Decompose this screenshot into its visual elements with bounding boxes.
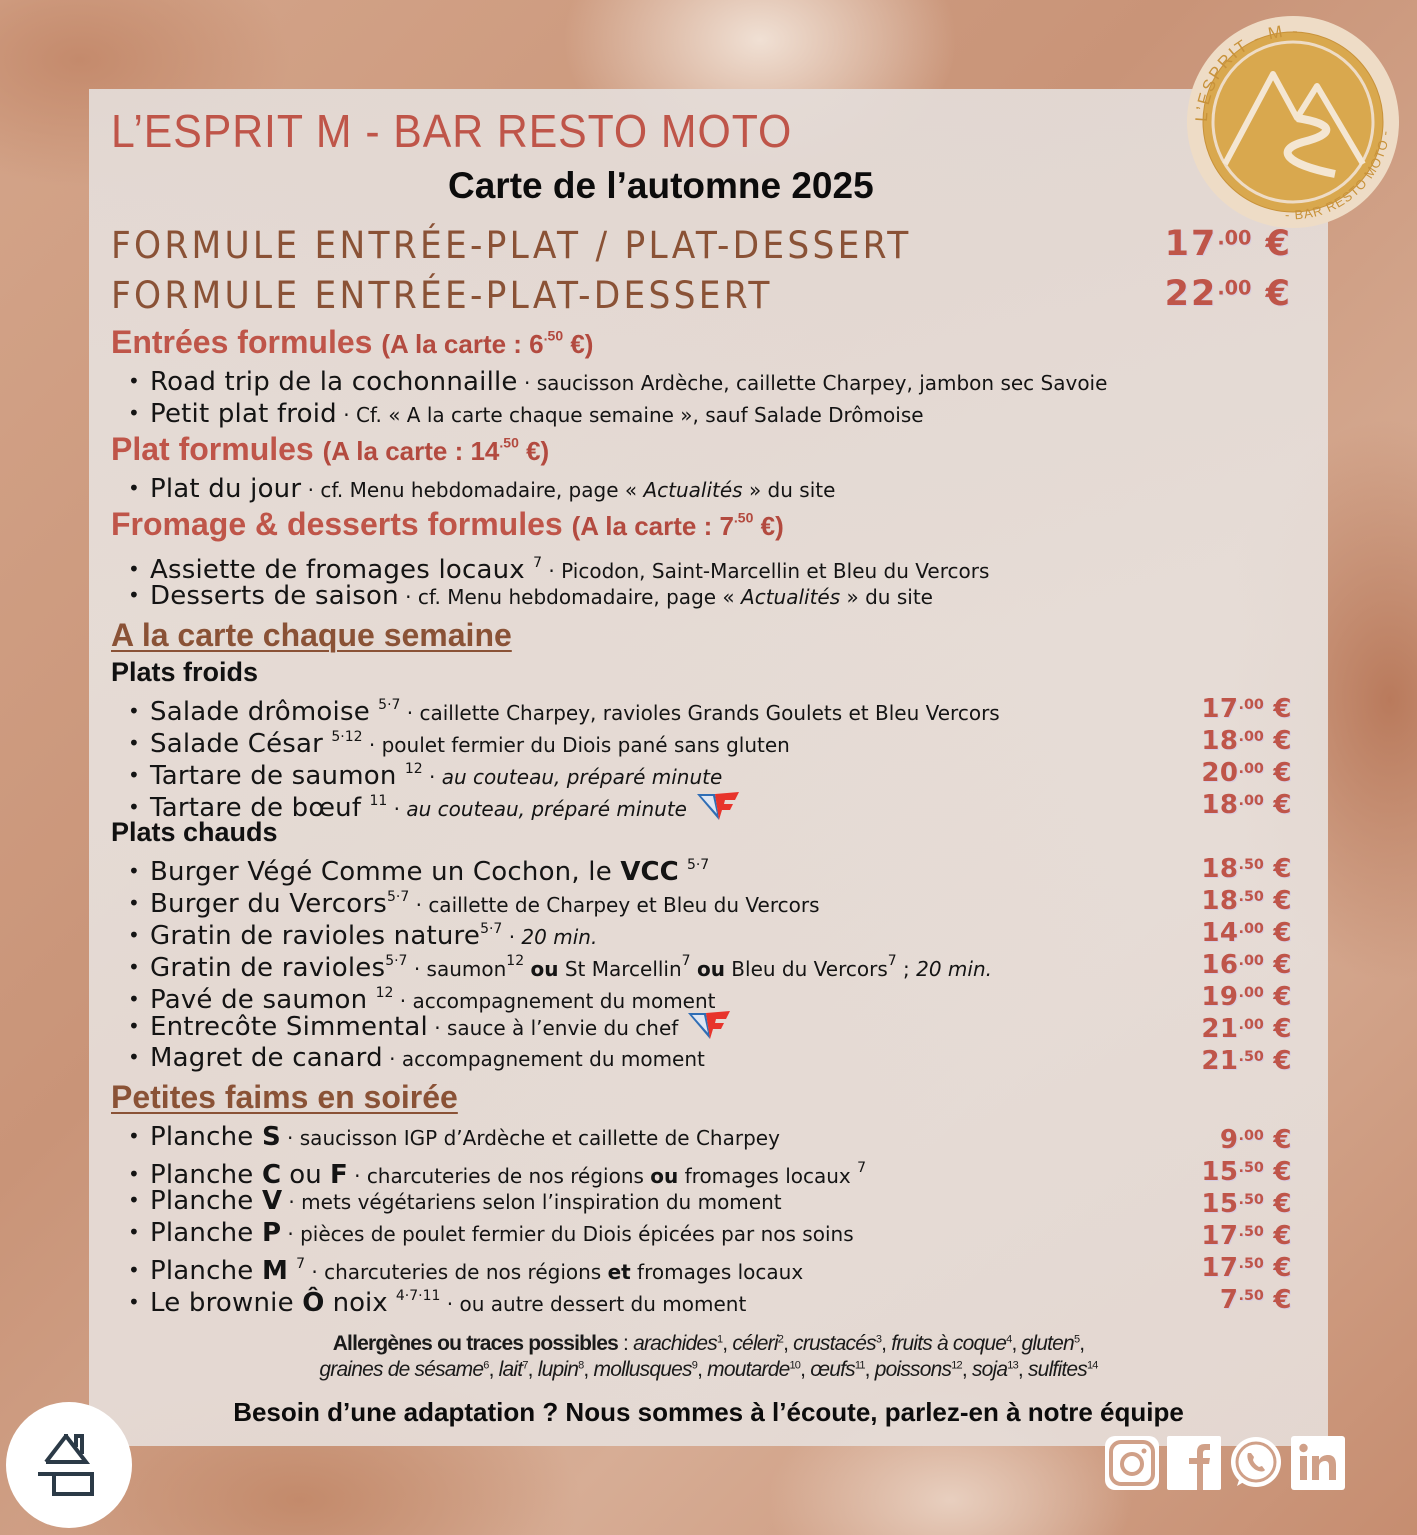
item-desc: · charcuteries de nos régions ou fromages locaux $^7$ xyxy=(347,1160,867,1189)
bullet: • xyxy=(128,1124,140,1148)
menu-item: • Planche M $^7$ · charcuteries de nos régions et fromages locaux xyxy=(128,1256,804,1287)
item-name: Planche xyxy=(150,1186,262,1216)
item-name: Gratin de ravioles xyxy=(150,953,386,984)
allergen-number: 1 xyxy=(716,1333,723,1346)
item-price: $17^{.50}$ € xyxy=(1201,1252,1292,1283)
menu-item: • Tartare de bœuf $^{11}$ · au couteau, préparé minute xyxy=(128,785,741,825)
price-integer: 17 xyxy=(1164,224,1218,264)
item-name: Magret de canard xyxy=(150,1043,383,1073)
item-desc: · saumon$^{12}$ ou St Marcellin$^7$ ou Bleu du Vercors$^7$ ; 20 min. xyxy=(407,953,992,982)
item-name: Burger du Vercors xyxy=(150,889,387,920)
item-desc: accompagnement du moment xyxy=(401,1047,705,1071)
bullet: • xyxy=(128,1220,140,1244)
allergen-ref: 5·7 xyxy=(385,953,408,969)
bullet: • xyxy=(128,955,140,980)
allergen-number: 5 xyxy=(1073,1333,1080,1346)
allergen-item: céleri xyxy=(732,1332,778,1355)
item-desc: · cf. Menu hebdomadaire, page « Actualités » du site xyxy=(301,478,836,502)
item-name-bold: P xyxy=(261,1218,282,1248)
item-name: Planche xyxy=(150,1122,262,1152)
item-desc: accompagnement du moment xyxy=(412,989,716,1014)
section-weekly-title: A la carte chaque semaine xyxy=(111,617,512,653)
section-aside: (A la carte : $6^{.50}$ €) xyxy=(381,327,594,359)
menu-item: • Planche V · mets végétariens selon l’inspiration du moment xyxy=(128,1186,782,1216)
item-name-bold: V xyxy=(261,1186,283,1216)
allergen-ref: 5·12 xyxy=(331,729,363,745)
item-name: Petit plat froid xyxy=(150,399,337,429)
formula-label: FORMULE ENTRÉE-PLAT / PLAT-DESSERT xyxy=(111,224,912,267)
item-desc: mets végétariens selon l’inspiration du moment xyxy=(301,1190,782,1214)
item-price: $17^{.50}$ € xyxy=(1201,1220,1292,1251)
item-desc: saucisson IGP d’Ardèche et caillette de Charpey xyxy=(299,1126,780,1150)
allergen-item: moutarde xyxy=(707,1358,790,1381)
allergen-item: œufs xyxy=(810,1358,855,1381)
item-desc: saucisson Ardèche, caillette Charpey, jambon sec Savoie xyxy=(536,371,1108,395)
whatsapp-icon[interactable] xyxy=(1227,1434,1285,1492)
item-desc: Picodon, Saint-Marcellin et Bleu du Vercors xyxy=(561,559,990,584)
bullet: • xyxy=(128,1258,140,1283)
section-aside: (A la carte : $7^{.50}$ €) xyxy=(571,509,784,541)
bullet: • xyxy=(128,557,140,582)
bullet: • xyxy=(128,1290,140,1315)
subsection-hot-title: Plats chauds xyxy=(111,817,278,847)
bullet: • xyxy=(128,1162,140,1187)
menu-item: • Planche P · pièces de poulet fermier du Diois épicées par nos soins xyxy=(128,1218,854,1248)
item-price: $21^{.50}$ € xyxy=(1201,1045,1292,1076)
allergen-ref: 5·7 xyxy=(686,857,710,873)
allergen-item: lupin xyxy=(537,1358,579,1381)
social-links xyxy=(1103,1434,1347,1492)
allergen-ref: 11 xyxy=(369,793,388,809)
menu-item: • Tartare de saumon $^{12}$ · au couteau, préparé minute xyxy=(128,761,723,792)
section-evening-title: Petites faims en soirée xyxy=(111,1079,458,1115)
allergen-label: Allergènes ou traces possibles xyxy=(332,1332,618,1355)
allergen-number: 11 xyxy=(854,1359,865,1372)
item-price: $18^{.50}$ € xyxy=(1201,853,1292,884)
item-name: Salade drômoise xyxy=(150,697,370,728)
allergen-item: soja xyxy=(971,1358,1008,1381)
bullet: • xyxy=(128,401,140,425)
item-name-bold: VCC xyxy=(620,857,679,888)
section-title-text: Fromage & desserts formules xyxy=(111,506,563,542)
menu-item: • Le brownie Ô noix $^{4\cdot 7\cdot 11}$ · ou autre dessert du moment xyxy=(128,1288,747,1319)
item-price: $21^{.00}$ € xyxy=(1201,1013,1292,1044)
item-desc: sauce à l’envie du chef xyxy=(446,1016,679,1040)
bullet: • xyxy=(128,699,140,724)
allergen-ref: 5·7 xyxy=(480,921,503,937)
allergen-number: 12 xyxy=(951,1359,962,1372)
item-price: $15^{.50}$ € xyxy=(1201,1156,1292,1187)
item-name: Desserts de saison xyxy=(150,581,399,611)
item-price: $18^{.00}$ € xyxy=(1201,789,1292,820)
allergen-ref: 12 xyxy=(404,761,423,777)
item-name: Planche xyxy=(150,1256,262,1287)
item-name: Plat du jour xyxy=(150,474,302,504)
item-desc: · cf. Menu hebdomadaire, page « Actualités » du site xyxy=(398,585,933,609)
menu-item: • Entrecôte Simmental · sauce à l’envie du chef xyxy=(128,1009,732,1044)
allergen-item: sulfites xyxy=(1027,1358,1087,1381)
allergen-number: 6 xyxy=(483,1359,489,1372)
menu-item xyxy=(128,472,835,506)
currency: € xyxy=(1265,274,1292,314)
viandes-de-france-icon xyxy=(686,1009,732,1041)
item-name: Planche xyxy=(150,1160,262,1191)
item-name-bold: S xyxy=(261,1122,281,1152)
item-price: $17^{.00}$ € xyxy=(1201,693,1292,724)
section-entrees-title xyxy=(111,324,593,361)
item-name: Tartare de bœuf xyxy=(150,793,362,824)
bullet: • xyxy=(128,923,140,948)
menu-item: • Gratin de ravioles nature$^{5\cdot 7}$ · 20 min. xyxy=(128,921,598,952)
allergen-number: 10 xyxy=(789,1359,801,1372)
section-title-text: Plat formules xyxy=(111,431,314,467)
item-price: $7^{.50}$ € xyxy=(1219,1284,1292,1315)
bullet: • xyxy=(128,1045,140,1069)
menu-item: • Assiette de fromages locaux $^7$ · Picodon, Saint-Marcellin et Bleu du Vercors xyxy=(128,555,990,586)
allergen-ref: 5·7 xyxy=(378,697,401,713)
allergen-item: gluten xyxy=(1021,1332,1074,1355)
item-price: $15^{.50}$ € xyxy=(1201,1188,1292,1219)
allergen-item: crustacés xyxy=(793,1332,876,1355)
item-desc: au couteau, préparé minute xyxy=(441,765,723,790)
item-desc: poulet fermier du Diois pané sans gluten xyxy=(381,733,790,758)
menu-item: • Pavé de saumon $^{12}$ · accompagnement du moment xyxy=(128,985,716,1016)
menu-item: • Salade César $^{5\cdot 12}$ · poulet fermier du Diois pané sans gluten xyxy=(128,729,790,760)
item-name: Salade César xyxy=(150,729,324,760)
subsection-cold-title: Plats froids xyxy=(111,657,259,687)
menu-item: • Road trip de la cochonnaille · saucisson Ardèche, caillette Charpey, jambon sec Savoie xyxy=(128,367,1108,397)
bullet: • xyxy=(128,476,140,500)
currency: € xyxy=(1265,224,1292,264)
allergen-line: Allergènes ou traces possibles : arachides$^1$, céleri$^2$, crustacés$^3$, fruits à coque$^4$, gluten$^5$, xyxy=(332,1332,1085,1355)
allergen-number: 14 xyxy=(1086,1359,1098,1372)
item-name: Road trip de la cochonnaille xyxy=(150,367,518,397)
item-name: Entrecôte Simmental xyxy=(150,1012,428,1042)
bullet: • xyxy=(128,795,140,820)
item-price: $16^{.00}$ € xyxy=(1201,949,1292,980)
item-desc: caillette de Charpey et Bleu du Vercors xyxy=(428,893,820,918)
item-desc: caillette Charpey, ravioles Grands Goulets et Bleu Vercors xyxy=(419,701,1000,726)
item-name: Le brownie xyxy=(150,1288,303,1319)
menu-item: • Planche C ou F · charcuteries de nos régions ou fromages locaux $^7$ xyxy=(128,1160,867,1191)
formula-label: FORMULE ENTRÉE-PLAT-DESSERT xyxy=(111,274,773,317)
allergen-line: graines de sésame$^6$, lait$^7$, lupin$^8$, mollusques$^9$, moutarde$^{10}$, œufs$^{11}$, poissons$^{12}$, soja$^{13}$, sulfites$^{14}$ xyxy=(319,1358,1098,1381)
bullet: • xyxy=(128,1188,140,1212)
allergen-ref: 12 xyxy=(375,985,394,1001)
bullet: • xyxy=(128,583,140,607)
item-price: $9^{.00}$ € xyxy=(1219,1124,1292,1155)
price-decimal: .00 xyxy=(1217,276,1252,300)
allergen-item: fruits à coque xyxy=(891,1332,1007,1355)
bullet: • xyxy=(128,1014,140,1038)
instagram-icon[interactable] xyxy=(1103,1434,1161,1492)
allergen-number: 7 xyxy=(522,1359,528,1372)
menu-item: • Burger du Vercors$^{5\cdot 7}$ · caillette de Charpey et Bleu du Vercors xyxy=(128,889,820,920)
adaptation-note: Besoin d’une adaptation ? Nous sommes à l’écoute, parlez-en à notre équipe xyxy=(233,1397,1184,1427)
item-desc: pièces de poulet fermier du Diois épicées par nos soins xyxy=(300,1222,854,1246)
allergen-number: 4 xyxy=(1006,1333,1012,1346)
logo-badge xyxy=(1185,14,1401,230)
allergen-item: graines de sésame xyxy=(319,1358,484,1381)
bullet: • xyxy=(128,987,140,1012)
allergen-ref: 7 xyxy=(533,555,543,571)
menu-item: • Magret de canard · accompagnement du moment xyxy=(128,1043,705,1073)
item-name: Pavé de saumon xyxy=(150,985,368,1016)
item-name: Burger Végé Comme un Cochon, le xyxy=(150,857,621,888)
allergen-item: poissons xyxy=(874,1358,952,1381)
bullet: • xyxy=(128,731,140,756)
logo-bottom-text: - BAR RESTO MOTO - xyxy=(1284,129,1393,223)
item-desc: au couteau, préparé minute xyxy=(406,797,687,822)
bullet: • xyxy=(128,891,140,916)
item-price: $20^{.00}$ € xyxy=(1201,757,1292,788)
item-price: $14^{.00}$ € xyxy=(1201,917,1292,948)
item-price: $18^{.00}$ € xyxy=(1201,725,1292,756)
fait-maison-icon xyxy=(6,1402,132,1528)
section-plats-title xyxy=(111,431,549,468)
bullet: • xyxy=(128,369,140,393)
menu-item: • Petit plat froid · Cf. « A la carte chaque semaine », sauf Salade Drômoise xyxy=(128,399,924,429)
formula-price xyxy=(1165,274,1292,314)
item-name: Tartare de saumon xyxy=(150,761,397,792)
item-price: $19^{.00}$ € xyxy=(1201,981,1292,1012)
linkedin-icon[interactable] xyxy=(1289,1434,1347,1492)
menu-item: • Salade drômoise $^{5\cdot 7}$ · caillette Charpey, ravioles Grands Goulets et Bleu Vercors xyxy=(128,697,1000,728)
brand-title: L’ESPRIT M - BAR RESTO MOTO xyxy=(111,105,793,157)
allergen-number: 8 xyxy=(578,1359,584,1372)
item-price: $18^{.50}$ € xyxy=(1201,885,1292,916)
section-fromages-title xyxy=(111,506,784,543)
allergen-ref: 5·7 xyxy=(386,889,410,905)
item-name: Gratin de ravioles nature xyxy=(150,921,481,952)
item-desc: ou autre dessert du moment xyxy=(459,1292,747,1317)
allergen-item: lait xyxy=(498,1358,523,1381)
allergen-number: 2 xyxy=(777,1333,784,1346)
price-decimal: .00 xyxy=(1217,226,1252,250)
viandes-de-france-icon xyxy=(695,790,741,822)
facebook-icon[interactable] xyxy=(1165,1434,1223,1492)
section-title-text: Entrées formules xyxy=(111,324,373,360)
bullet: • xyxy=(128,859,140,884)
item-desc: · charcuteries de nos régions et fromages locaux xyxy=(305,1260,804,1285)
allergen-number: 3 xyxy=(875,1333,882,1346)
section-aside: (A la carte : $14^{.50}$ €) xyxy=(322,434,550,466)
menu-subtitle: Carte de l’automne 2025 xyxy=(448,165,874,206)
item-name: Assiette de fromages locaux xyxy=(150,555,525,586)
allergen-number: 13 xyxy=(1007,1359,1018,1372)
menu-item: • Planche S · saucisson IGP d’Ardèche et caillette de Charpey xyxy=(128,1122,780,1152)
allergen-item: arachides xyxy=(633,1332,717,1355)
logo-top-text: L’ESPRIT - M - xyxy=(1191,21,1301,123)
item-desc: Cf. « A la carte chaque semaine », sauf Salade Drômoise xyxy=(355,403,924,427)
item-name: Planche xyxy=(150,1218,262,1248)
bullet: • xyxy=(128,763,140,788)
menu-item xyxy=(128,579,933,613)
allergen-item: mollusques xyxy=(593,1358,692,1381)
item-desc: 20 min. xyxy=(521,925,598,950)
price-integer: 22 xyxy=(1164,274,1218,314)
allergen-number: 9 xyxy=(691,1359,698,1372)
formula-price xyxy=(1165,224,1292,264)
